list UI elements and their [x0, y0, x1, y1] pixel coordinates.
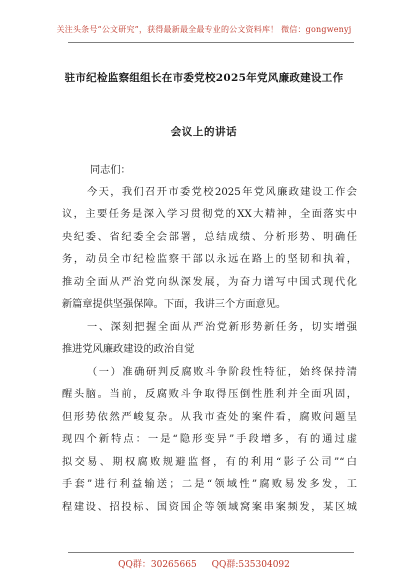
footer-qq-group-2: QQ群:535304092	[211, 560, 290, 570]
body-line: 手套”进行利益输送；二是“领域性”腐败易发多发，工	[62, 479, 357, 490]
subsection-heading: （一）准确研判反腐败斗争阶段性特征，始终保持清	[87, 367, 357, 378]
salutation: 同志们：	[90, 165, 131, 176]
footer	[0, 557, 408, 570]
header-divider	[68, 42, 354, 43]
body-line: 议，主要任务是深入学习贯彻党的XX大精神，全面落实中	[62, 209, 357, 220]
body-line: 程建设、招投标、国资国企等领域窝案串案频发，某区城	[62, 502, 357, 513]
footer-divider	[68, 552, 354, 553]
section-heading: 一、深刻把握全面从严治党新形势新任务，切实增强	[87, 322, 357, 333]
body-line: 推动全面从严治党向纵深发展，为奋力谱写中国式现代化	[62, 277, 357, 288]
body-line: 醒头脑。当前，反腐败斗争取得压倒性胜利并全面巩固，	[62, 389, 357, 400]
body-line: 现四个新特点：一是“隐形变异”手段增多，有的通过虚	[62, 434, 357, 445]
document-title-continued: 会议上的讲话	[170, 126, 238, 138]
body-line: 新篇章提供坚强保障。下面，我讲三个方面意见。	[62, 299, 287, 310]
body-line: 央纪委、省纪委全会部署，总结成绩、分析形势、明确任	[62, 232, 357, 243]
header-banner: 关注头条号“公文研究”，获得最新最全最专业的公文资料库！ 微信：gongwenyj	[56, 25, 352, 34]
body-line: 但形势依然严峻复杂。从我市查处的案件看，腐败问题呈	[62, 412, 357, 423]
body-line: 拟交易、期权腐败规避监督，有的利用“影子公司”“白	[62, 457, 357, 468]
document-title: 驻市纪检监察组组长在市委党校2025年党风廉政建设工作	[64, 72, 344, 84]
footer-qq-group-1: QQ群：30265665	[118, 560, 197, 570]
body-line: 务，动员全市纪检监察干部以永远在路上的坚韧和执着，	[62, 254, 357, 265]
body-line: 今天，我们召开市委党校2025年党风廉政建设工作会	[87, 187, 357, 198]
section-heading-continued: 推进党风廉政建设的政治自觉	[62, 344, 195, 355]
